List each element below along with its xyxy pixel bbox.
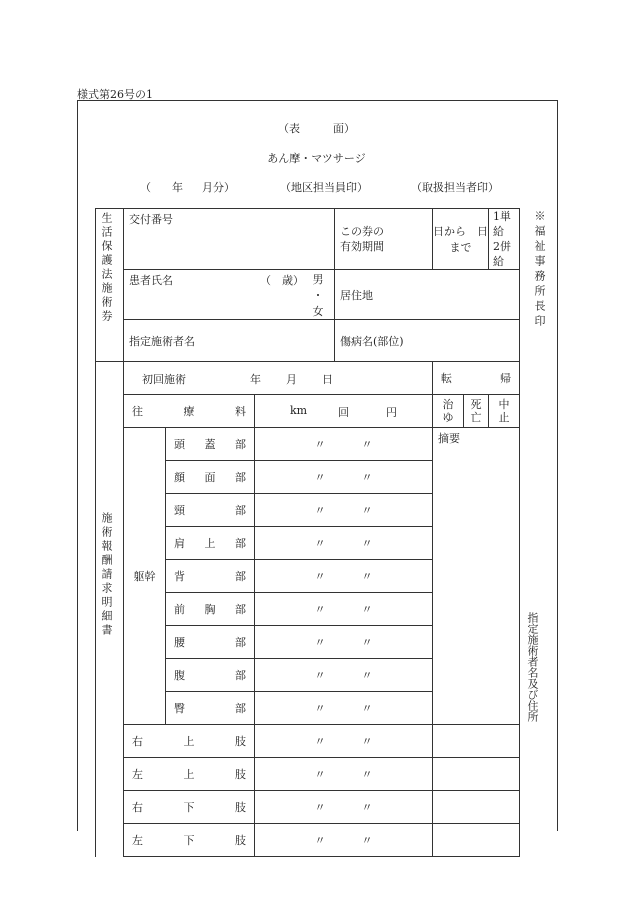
ditto-mark: 〃	[314, 735, 326, 748]
ditto-mark: 〃	[361, 702, 373, 715]
valid-period-label-cell	[335, 209, 433, 270]
left-label-ticket: 生活保護法施術券	[100, 212, 113, 324]
trunk-part-cell	[166, 560, 255, 593]
combined-grant: 2併給	[493, 240, 511, 268]
part-char: 部	[235, 537, 246, 550]
part-char: 上	[204, 537, 216, 550]
left-label-cell-1	[96, 209, 124, 362]
first-treatment-cell	[124, 362, 433, 395]
ditto-cell	[255, 428, 433, 461]
trunk-part-cell	[166, 428, 255, 461]
left-label-cell-2	[96, 362, 124, 857]
trunk-label-cell	[124, 428, 166, 725]
form-number: 様式第26号の1	[77, 88, 153, 101]
ditto-mark: 〃	[361, 834, 373, 847]
part-char: 頸	[174, 504, 185, 517]
ditto-mark: 〃	[314, 603, 326, 616]
part-char: 部	[235, 438, 246, 451]
ditto-mark: 〃	[361, 669, 373, 682]
part-char: 腰	[174, 636, 185, 649]
part-char: 臀	[174, 702, 185, 715]
ditto-mark: 〃	[314, 504, 326, 517]
ditto-mark: 〃	[314, 438, 326, 451]
practitioner-cell	[124, 320, 335, 362]
ditto-cell	[255, 626, 433, 659]
ditto-mark: 〃	[361, 471, 373, 484]
outcome-label-2: 帰	[500, 372, 511, 385]
limb-char: 左	[132, 768, 143, 781]
part-char: 部	[235, 603, 246, 616]
outcome-label-1: 転	[441, 372, 452, 385]
limb-char: 肢	[235, 801, 246, 814]
cure-cell	[433, 395, 464, 428]
part-char: 肩	[174, 537, 185, 550]
limb-summary-cell	[433, 824, 520, 857]
trunk-part-cell	[166, 494, 255, 527]
limb-summary-cell	[433, 758, 520, 791]
death-char-2: 亡	[470, 411, 482, 424]
limb-char: 下	[183, 801, 195, 814]
part-char: 部	[235, 636, 246, 649]
sex-separator: ・	[312, 289, 324, 302]
limb-summary-cell	[433, 725, 520, 758]
limb-cell	[124, 758, 255, 791]
ditto-mark: 〃	[314, 702, 326, 715]
travel-char-2: 療	[183, 405, 195, 418]
ditto-mark: 〃	[314, 801, 326, 814]
practitioner-label: 指定施術者名	[129, 334, 195, 348]
period-year: 年	[172, 181, 183, 194]
ditto-mark: 〃	[314, 768, 326, 781]
patient-name-label: 患者氏名	[129, 274, 173, 287]
form-table	[95, 208, 520, 857]
travel-fee-label-cell	[124, 395, 255, 428]
part-char: 背	[174, 570, 185, 583]
part-char: 腹	[174, 669, 185, 682]
trunk-part-cell	[166, 593, 255, 626]
ditto-mark: 〃	[361, 735, 373, 748]
right-label-seal: ※福祉事務所長印	[533, 210, 546, 330]
summary-label: 摘要	[438, 432, 460, 445]
side-label: （表 面）	[278, 122, 355, 135]
valid-period-line-1: この券の	[340, 225, 384, 238]
form-title: あん摩・マツサージ	[267, 152, 366, 165]
death-char-1: 死	[470, 398, 482, 411]
period-month: 月分）	[202, 181, 235, 194]
ditto-mark: 〃	[361, 768, 373, 781]
limb-char: 肢	[235, 834, 246, 847]
valid-period-cell	[433, 209, 489, 270]
limb-char: 右	[132, 735, 143, 748]
part-char: 前	[174, 603, 185, 616]
ditto-cell	[255, 692, 433, 725]
first-treatment-day: 日	[322, 373, 333, 386]
ditto-mark: 〃	[314, 537, 326, 550]
part-char: 頭	[174, 438, 185, 451]
residence-label: 居住地	[340, 288, 373, 302]
trunk-part-cell	[166, 461, 255, 494]
ditto-cell	[255, 461, 433, 494]
stop-cell	[489, 395, 520, 428]
travel-times: 回	[338, 406, 349, 419]
trunk-part-cell	[166, 659, 255, 692]
trunk-label: 躯幹	[133, 570, 156, 583]
ditto-cell	[255, 494, 433, 527]
limb-char: 下	[183, 834, 195, 847]
limb-cell	[124, 824, 255, 857]
patient-age: （ 歳）	[260, 274, 304, 287]
valid-period-line-2: 有効期間	[340, 240, 384, 253]
period-open: （	[140, 181, 151, 194]
limb-char: 上	[183, 768, 195, 781]
part-char: 部	[235, 702, 246, 715]
ditto-cell	[255, 560, 433, 593]
travel-fee-cell	[255, 395, 433, 428]
ditto-cell	[255, 659, 433, 692]
ditto-mark: 〃	[361, 801, 373, 814]
limb-char: 右	[132, 801, 143, 814]
valid-from-to: 日から 日まで	[433, 225, 488, 254]
travel-char-1: 往	[132, 405, 143, 418]
stop-char-1: 中	[498, 398, 510, 411]
limb-cell	[124, 725, 255, 758]
residence-cell	[335, 270, 520, 320]
part-char: 面	[204, 471, 216, 484]
ditto-mark: 〃	[314, 471, 326, 484]
ditto-mark: 〃	[314, 834, 326, 847]
ditto-mark: 〃	[314, 636, 326, 649]
ditto-mark: 〃	[361, 438, 373, 451]
part-char: 部	[235, 471, 246, 484]
summary-cell	[433, 428, 520, 725]
travel-char-3: 料	[235, 405, 246, 418]
travel-yen: 円	[386, 406, 397, 419]
cure-char-1: 治	[442, 398, 454, 411]
part-char: 部	[235, 669, 246, 682]
ditto-mark: 〃	[361, 504, 373, 517]
trunk-part-cell	[166, 692, 255, 725]
ditto-cell	[255, 527, 433, 560]
issue-no-cell	[124, 209, 335, 270]
limb-summary-cell	[433, 791, 520, 824]
ditto-mark: 〃	[361, 603, 373, 616]
ditto-mark: 〃	[361, 636, 373, 649]
ditto-cell	[255, 758, 433, 791]
handler-seal-label: （取扱担当者印）	[411, 181, 499, 194]
part-char: 部	[235, 570, 246, 583]
sex-female: 女	[312, 305, 324, 318]
death-cell	[464, 395, 489, 428]
part-char: 顔	[174, 471, 185, 484]
part-char: 部	[235, 504, 246, 517]
limb-char: 上	[183, 735, 195, 748]
ditto-cell	[255, 824, 433, 857]
first-treatment-year: 年	[250, 373, 261, 386]
limb-cell	[124, 791, 255, 824]
trunk-part-cell	[166, 527, 255, 560]
district-seal-label: （地区担当員印）	[280, 181, 368, 194]
travel-km: km	[290, 404, 308, 417]
limb-char: 左	[132, 834, 143, 847]
single-grant: 1単給	[493, 210, 511, 238]
first-treatment-month: 月	[286, 373, 297, 386]
grant-type-cell	[489, 209, 520, 270]
ditto-mark: 〃	[314, 570, 326, 583]
disease-label: 傷病名(部位)	[340, 334, 404, 348]
part-char: 蓋	[204, 438, 216, 451]
ditto-cell	[255, 725, 433, 758]
stop-char-2: 止	[498, 411, 510, 424]
cure-char-2: ゆ	[442, 411, 454, 424]
trunk-part-cell	[166, 626, 255, 659]
ditto-mark: 〃	[361, 537, 373, 550]
ditto-cell	[255, 593, 433, 626]
limb-char: 肢	[235, 735, 246, 748]
part-char: 胸	[204, 603, 216, 616]
ditto-mark: 〃	[361, 570, 373, 583]
ditto-cell	[255, 791, 433, 824]
disease-cell	[335, 320, 520, 362]
issue-no-label: 交付番号	[129, 213, 173, 226]
left-label-statement: 施術報酬請求明細書	[100, 512, 113, 638]
ditto-mark: 〃	[314, 669, 326, 682]
limb-char: 肢	[235, 768, 246, 781]
first-treatment-label: 初回施術	[142, 373, 186, 386]
sex-male: 男	[312, 273, 324, 286]
right-label-practitioner: 指定施術者名及び住所	[526, 612, 539, 722]
patient-name-cell	[124, 270, 335, 320]
outcome-cell	[433, 362, 520, 395]
